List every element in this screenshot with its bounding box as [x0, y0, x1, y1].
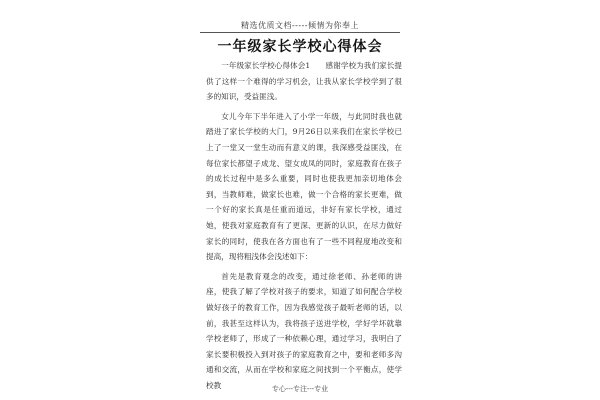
paragraph-1: 一年级家长学校心得体会1 感谢学校为我们家长提供了这样一个难得的学习机会，让我从家长学校学到了很多的知识，受益匪浅。	[206, 61, 402, 102]
page-footer: 专心---专注---专业	[271, 385, 329, 393]
paragraph-2: 女儿今年下半年进入了小学一年级，与此同时我也就踏进了家长学校的大门，9月26日以来我们在家长学校已上了一堂又一堂生动而有意义的课，我深感受益匪浅，在每位家长都望子成龙、望女成凤的同时，家庭教育在孩子的成长过程中是多么重要，同时也使我更加亲切地体会到，当教师难，做家长也难，做一个合格的家长更难，做一个好的家长真是任重而道远，非好有家长学校，通过她，使我对家庭教育有了更深、更新的认识，在尽力做好家长的同时，使我在各方面也有了一些不同程度地改变和提高，现将粗浅体会浅述如下：	[206, 111, 402, 262]
paragraph-3: 首先是教育观念的改变，通过徐老师、孙老师的讲座，使我了解了学校对孩子的要求，知道了如何配合学校做好孩子的教育工作，因为我感觉孩子最听老师的话，以前，我甚至这样认为，我将孩子送进学校，学好学坏就靠学校老师了，形成了一种依赖心理，通过学习，我明白了家长要积极投入到对孩子的家庭教育之中，要和老师多沟通和交流，从而在学校和家庭之间找到一个平衡点，使学校教	[206, 271, 402, 390]
header-divider	[200, 32, 400, 33]
page-header: 精选优质文档-----倾情为你奉上	[240, 21, 359, 30]
document-title: 一年级家长学校心得体会	[217, 39, 383, 55]
